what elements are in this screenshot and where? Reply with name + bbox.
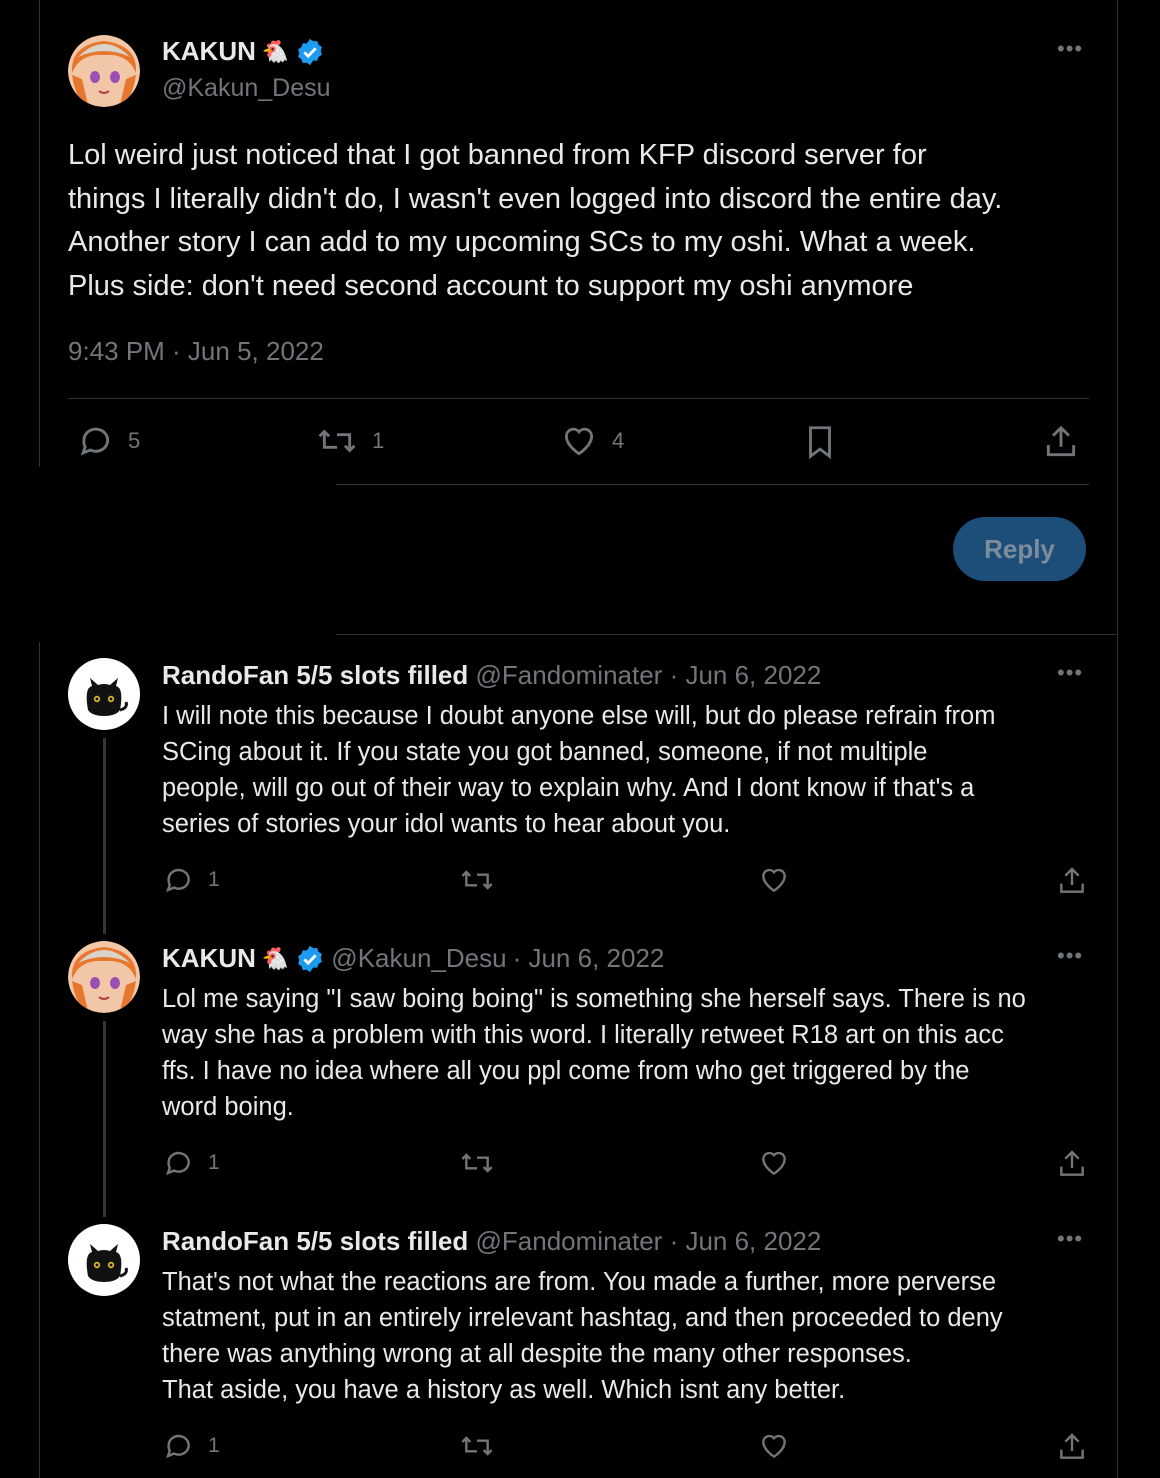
reply-action[interactable] (162, 864, 220, 896)
chicken-emoji: 🐔 (261, 945, 290, 971)
retweet-icon (459, 1430, 495, 1462)
bookmark-icon (801, 422, 839, 462)
divider-actions (336, 484, 1089, 485)
reply-text (162, 698, 995, 842)
share-action[interactable] (1056, 1430, 1088, 1464)
tweet-text-line: Plus side: don't need second account to support my oshi anymore (68, 269, 914, 302)
reply-text-line: Lol me saying "I saw boing boing" is something she herself says. There is no (162, 985, 1026, 1013)
reply-action[interactable] (162, 1147, 220, 1179)
verified-badge-icon (295, 944, 325, 974)
retweet-action[interactable] (316, 422, 384, 460)
reply-author-handle[interactable]: @Fandominater (475, 1226, 663, 1256)
left-border (39, 0, 40, 467)
heart-icon (758, 1430, 790, 1462)
share-action[interactable] (1042, 422, 1080, 462)
author-name[interactable]: KAKUN (162, 36, 256, 66)
reply-header (162, 1226, 821, 1257)
share-icon (1056, 1430, 1088, 1464)
reply-text-line: people, will go out of their way to explain why. And I dont know if that's a (162, 774, 975, 802)
reply-date[interactable]: · Jun 6, 2022 (669, 1226, 822, 1256)
reply-date[interactable]: · Jun 6, 2022 (512, 943, 665, 973)
reply-avatar[interactable] (68, 1224, 140, 1296)
retweet-action[interactable] (459, 864, 495, 896)
reply-text-line: I will note this because I doubt anyone else will, but do please refrain from (162, 702, 996, 730)
anime-avatar-icon (68, 35, 140, 107)
reply-count: 5 (128, 428, 141, 453)
more-options-icon[interactable]: ••• (1057, 943, 1084, 968)
reply-count: 1 (208, 1434, 220, 1457)
author-line (162, 36, 325, 67)
share-action[interactable] (1056, 1147, 1088, 1181)
reply-icon (162, 864, 194, 896)
reply-button[interactable]: Reply (953, 517, 1086, 581)
verified-badge-icon (295, 37, 325, 67)
reply-author-name[interactable]: RandoFan 5/5 slots filled (162, 1226, 469, 1256)
reply-text (162, 981, 1026, 1125)
reply-avatar[interactable] (68, 658, 140, 730)
share-action[interactable] (1056, 864, 1088, 898)
reply-text-line: word boing. (162, 1093, 294, 1121)
retweet-icon (459, 864, 495, 896)
reply-author-handle[interactable]: @Kakun_Desu (331, 943, 507, 973)
tweet-text-line: Lol weird just noticed that I got banned from KFP discord server for (68, 139, 927, 171)
reply-text-line: series of stories your idol wants to hear about you. (162, 810, 731, 838)
reply-icon (162, 1147, 194, 1179)
divider-reply (336, 634, 1118, 635)
heart-icon (560, 422, 598, 460)
heart-icon (758, 864, 790, 896)
reply-text (162, 1264, 1003, 1408)
tweet-text-line: Another story I can add to my upcoming SCs to my oshi. What a week. (68, 226, 976, 258)
tweet-text (68, 134, 1002, 308)
author-handle[interactable]: @Kakun_Desu (162, 74, 331, 102)
reply-text-line: That's not what the reactions are from. You made a further, more perverse (162, 1268, 997, 1296)
reply-icon (76, 422, 114, 460)
retweet-icon (459, 1147, 495, 1179)
chicken-emoji: 🐔 (261, 38, 290, 64)
share-icon (1042, 422, 1080, 462)
black-cat-icon (68, 658, 140, 730)
anime-avatar-icon (68, 941, 140, 1013)
thread-line (103, 738, 106, 934)
reply-header (162, 660, 821, 691)
reply-author-name[interactable]: KAKUN (162, 943, 256, 973)
bookmark-action[interactable] (801, 422, 839, 462)
reply-text-line: statment, put in an entirely irrelevant hashtag, and then proceeded to deny (162, 1304, 1003, 1332)
retweet-icon (316, 422, 358, 460)
reply-text-line: ffs. I have no idea where all you ppl come from who get triggered by the (162, 1057, 970, 1085)
reply-icon (162, 1430, 194, 1462)
tweet-timestamp[interactable]: 9:43 PM · Jun 5, 2022 (68, 336, 324, 366)
reply-count: 1 (208, 868, 220, 891)
reply-author-handle[interactable]: @Fandominater (475, 660, 663, 690)
share-icon (1056, 864, 1088, 898)
left-border-lower (39, 642, 40, 1478)
divider-top (68, 398, 1089, 399)
reply-header (162, 943, 664, 974)
reply-date[interactable]: · Jun 6, 2022 (669, 660, 822, 690)
reply-count: 1 (208, 1151, 220, 1174)
like-action[interactable] (758, 1147, 790, 1179)
reply-action[interactable] (162, 1430, 220, 1462)
tweet-text-line: things I literally didn't do, I wasn't even logged into discord the entire day. (68, 182, 1003, 215)
thread-line (103, 1021, 106, 1217)
more-options-icon[interactable]: ••• (1057, 660, 1084, 685)
reply-text-line: That aside, you have a history as well. Which isnt any better. (162, 1376, 846, 1404)
author-avatar[interactable] (68, 35, 140, 107)
reply-text-line: way she has a problem with this word. I literally retweet R18 art on this acc (162, 1021, 1004, 1049)
like-action[interactable] (758, 864, 790, 896)
black-cat-icon (68, 1224, 140, 1296)
more-options-icon[interactable]: ••• (1057, 1226, 1084, 1251)
reply-avatar[interactable] (68, 941, 140, 1013)
more-options-icon[interactable]: ••• (1057, 36, 1084, 61)
heart-icon (758, 1147, 790, 1179)
reply-text-line: there was anything wrong at all despite the many other responses. (162, 1340, 912, 1368)
share-icon (1056, 1147, 1088, 1181)
reply-author-name[interactable]: RandoFan 5/5 slots filled (162, 660, 469, 690)
retweet-count: 1 (372, 428, 385, 453)
like-action[interactable] (758, 1430, 790, 1462)
retweet-action[interactable] (459, 1147, 495, 1179)
like-count: 4 (612, 428, 625, 453)
like-action[interactable] (560, 422, 624, 460)
reply-text-line: SCing about it. If you state you got banned, someone, if not multiple (162, 738, 928, 766)
retweet-action[interactable] (459, 1430, 495, 1462)
reply-action[interactable] (76, 422, 140, 460)
right-border (1117, 0, 1118, 1478)
